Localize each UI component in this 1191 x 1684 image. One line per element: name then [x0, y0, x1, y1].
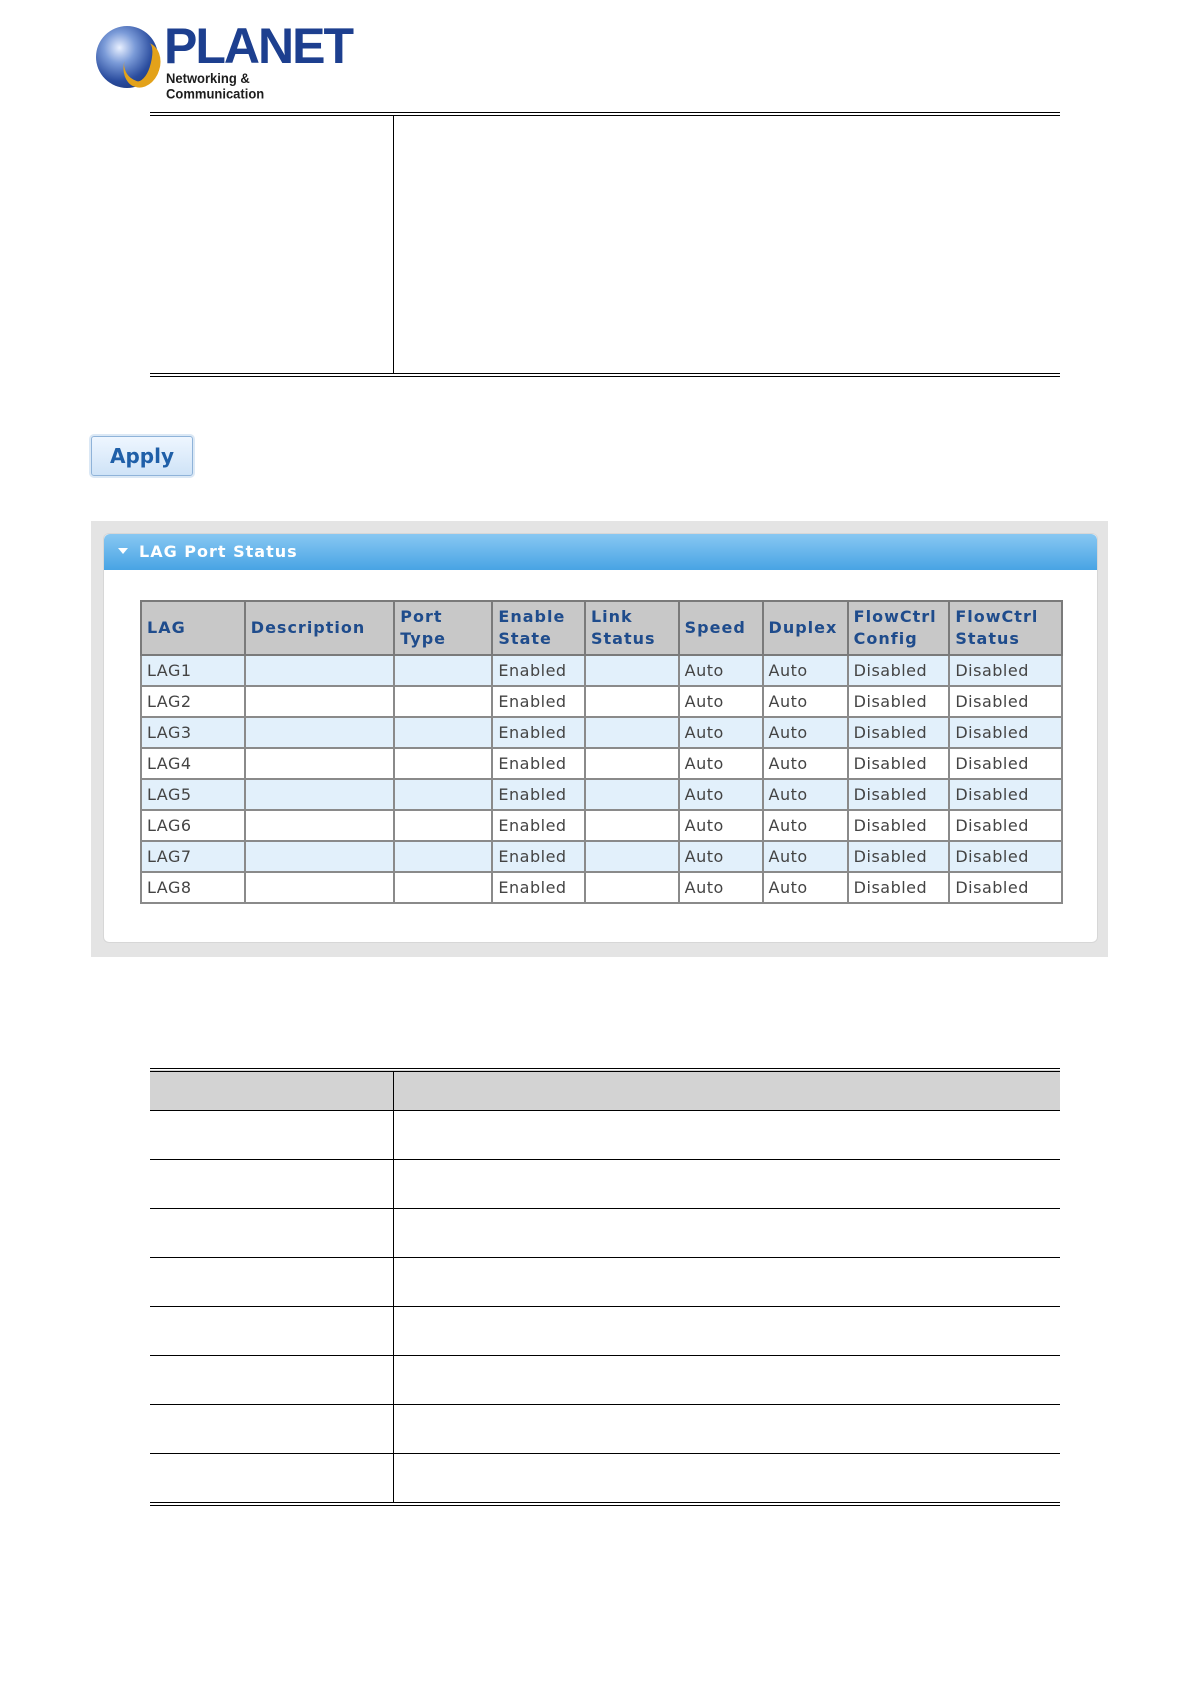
object-cell [150, 1209, 394, 1258]
cell-link-status [585, 717, 679, 748]
parameter-table-fragment [150, 112, 1060, 377]
table-row [141, 872, 1062, 903]
cell-flowctrl-status: Disabled [949, 655, 1062, 686]
cell-speed: Auto [679, 841, 763, 872]
cell-description [245, 810, 395, 841]
lag-port-status-panel [103, 533, 1098, 943]
object-cell [150, 1307, 394, 1356]
cell-port-type [394, 841, 492, 872]
cell-flowctrl-config: Disabled [848, 872, 950, 903]
cell-flowctrl-status: Disabled [949, 779, 1062, 810]
cell-port-type [394, 717, 492, 748]
cell-enable-state: Enabled [492, 810, 585, 841]
cell-lag: LAG2 [141, 686, 245, 717]
cell-speed: Auto [679, 686, 763, 717]
description-row [150, 1307, 1060, 1356]
object-cell [150, 1111, 394, 1160]
cell-enable-state: Enabled [492, 872, 585, 903]
collapse-arrow-icon[interactable] [118, 548, 128, 554]
table-row [141, 717, 1062, 748]
cell-enable-state: Enabled [492, 717, 585, 748]
cell-enable-state: Enabled [492, 686, 585, 717]
description-cell [394, 1209, 1061, 1258]
logo-tagline: Networking & Communication [166, 70, 265, 102]
cell-flowctrl-status: Disabled [949, 841, 1062, 872]
object-cell [150, 1454, 394, 1505]
cell-link-status [585, 841, 679, 872]
cell-flowctrl-status: Disabled [949, 872, 1062, 903]
cell-speed: Auto [679, 748, 763, 779]
cell-link-status [585, 872, 679, 903]
cell-description [245, 655, 395, 686]
object-header [150, 1070, 394, 1111]
object-cell [150, 1405, 394, 1454]
cell-speed: Auto [679, 779, 763, 810]
cell-link-status [585, 655, 679, 686]
description-header [394, 1070, 1061, 1111]
cell-link-status [585, 810, 679, 841]
cell-port-type [394, 655, 492, 686]
cell-duplex: Auto [763, 779, 848, 810]
description-cell [394, 1307, 1061, 1356]
cell-link-status [585, 686, 679, 717]
cell-flowctrl-status: Disabled [949, 686, 1062, 717]
description-row [150, 1111, 1060, 1160]
cell-flowctrl-config: Disabled [848, 841, 950, 872]
object-cell [150, 1258, 394, 1307]
cell-duplex: Auto [763, 655, 848, 686]
cell-lag: LAG5 [141, 779, 245, 810]
table-row [141, 779, 1062, 810]
column-header: Duplex [763, 601, 848, 655]
logo-wordmark: PLANET [164, 18, 352, 74]
table-row [141, 810, 1062, 841]
description-cell [394, 1405, 1061, 1454]
description-table [150, 1068, 1060, 1506]
cell-lag: LAG4 [141, 748, 245, 779]
cell-flowctrl-status: Disabled [949, 717, 1062, 748]
apply-button[interactable]: Apply [91, 436, 193, 476]
description-row [150, 1258, 1060, 1307]
object-cell [150, 1160, 394, 1209]
column-header: Description [245, 601, 395, 655]
column-header: Speed [679, 601, 763, 655]
cell-flowctrl-config: Disabled [848, 686, 950, 717]
cell-port-type [394, 872, 492, 903]
cell-lag: LAG3 [141, 717, 245, 748]
cell-link-status [585, 748, 679, 779]
description-header-row [150, 1070, 1060, 1111]
cell-speed: Auto [679, 810, 763, 841]
cell-port-type [394, 810, 492, 841]
cell-lag: LAG7 [141, 841, 245, 872]
cell-duplex: Auto [763, 717, 848, 748]
cell-description [245, 686, 395, 717]
description-cell [394, 1356, 1061, 1405]
column-header: FlowCtrl Config [848, 601, 950, 655]
table-row [141, 655, 1062, 686]
object-cell [150, 1356, 394, 1405]
cell-speed: Auto [679, 872, 763, 903]
description-row [150, 1160, 1060, 1209]
cell-link-status [585, 779, 679, 810]
cell-flowctrl-config: Disabled [848, 810, 950, 841]
panel-header[interactable] [104, 534, 1097, 570]
cell-enable-state: Enabled [492, 655, 585, 686]
cell-port-type [394, 779, 492, 810]
cell-flowctrl-config: Disabled [848, 779, 950, 810]
description-cell [394, 1258, 1061, 1307]
cell-duplex: Auto [763, 748, 848, 779]
cell-speed: Auto [679, 717, 763, 748]
cell-description [245, 779, 395, 810]
description-cell [394, 1160, 1061, 1209]
cell-flowctrl-config: Disabled [848, 655, 950, 686]
planet-logo [96, 18, 352, 102]
column-header: LAG [141, 601, 245, 655]
cell-lag: LAG1 [141, 655, 245, 686]
cell-flowctrl-config: Disabled [848, 717, 950, 748]
column-divider [393, 116, 394, 373]
column-header: Enable State [492, 601, 585, 655]
table-row [141, 686, 1062, 717]
cell-enable-state: Enabled [492, 779, 585, 810]
column-header: FlowCtrl Status [949, 601, 1062, 655]
cell-lag: LAG8 [141, 872, 245, 903]
cell-duplex: Auto [763, 810, 848, 841]
cell-duplex: Auto [763, 686, 848, 717]
column-header: Port Type [394, 601, 492, 655]
cell-description [245, 872, 395, 903]
description-cell [394, 1454, 1061, 1505]
cell-description [245, 841, 395, 872]
cell-flowctrl-status: Disabled [949, 810, 1062, 841]
description-row [150, 1454, 1060, 1505]
cell-port-type [394, 748, 492, 779]
cell-flowctrl-status: Disabled [949, 748, 1062, 779]
cell-lag: LAG6 [141, 810, 245, 841]
cell-flowctrl-config: Disabled [848, 748, 950, 779]
description-row [150, 1209, 1060, 1258]
screenshot-frame [91, 521, 1108, 957]
cell-speed: Auto [679, 655, 763, 686]
description-row [150, 1356, 1060, 1405]
cell-enable-state: Enabled [492, 841, 585, 872]
description-cell [394, 1111, 1061, 1160]
cell-duplex: Auto [763, 841, 848, 872]
table-header-row [141, 601, 1062, 655]
column-header: Link Status [585, 601, 679, 655]
cell-port-type [394, 686, 492, 717]
cell-duplex: Auto [763, 872, 848, 903]
cell-description [245, 748, 395, 779]
table-row [141, 841, 1062, 872]
description-row [150, 1405, 1060, 1454]
lag-status-table [140, 600, 1063, 904]
cell-enable-state: Enabled [492, 748, 585, 779]
cell-description [245, 717, 395, 748]
table-row [141, 748, 1062, 779]
panel-title: LAG Port Status [139, 542, 298, 561]
